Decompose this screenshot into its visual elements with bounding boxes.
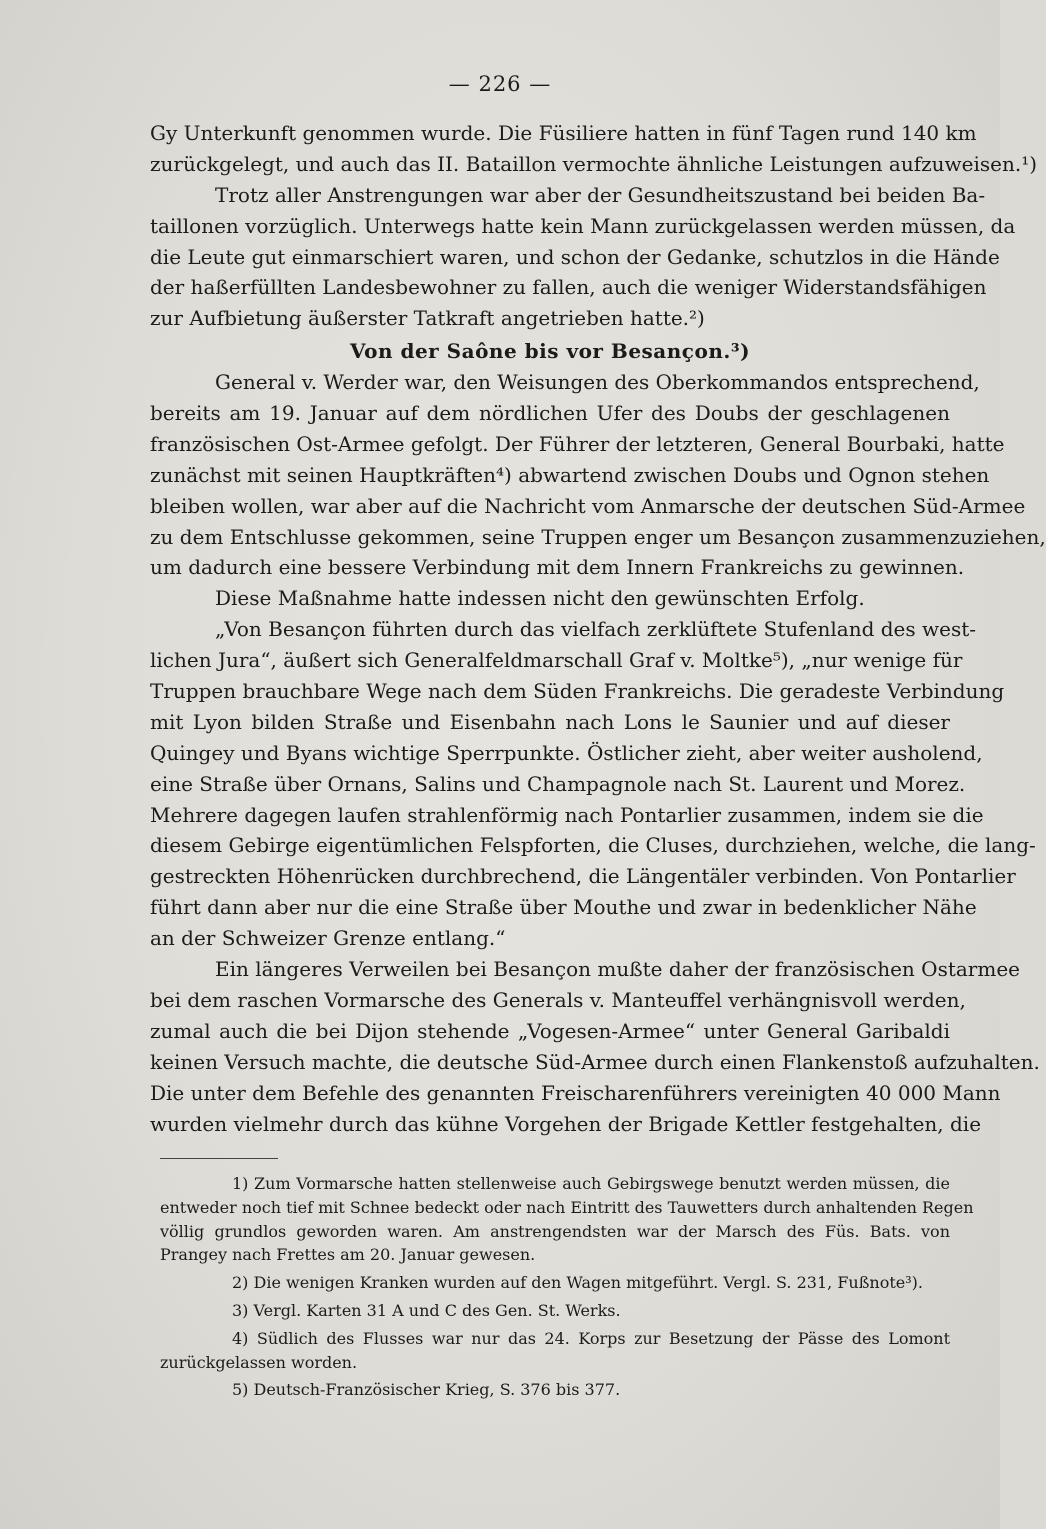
text-line: lichen Jura“, äußert sich Generalfeldmarschall Graf v. Moltke⁵), „nur wenige für (150, 648, 963, 673)
footnote-line: 5) Deutsch-Französischer Krieg, S. 376 bis 377. (232, 1380, 621, 1400)
text-line: Diese Maßnahme hatte indessen nicht den gewünschten Erfolg. (215, 586, 865, 611)
footnote-line: Prangey nach Frettes am 20. Januar gewesen. (160, 1245, 536, 1265)
text-line: wurden vielmehr durch das kühne Vorgehen der Brigade Kettler festgehalten, die (150, 1111, 982, 1136)
page-number: — 226 — (448, 72, 552, 96)
text-line: taillonen vorzüglich. Unterwegs hatte kein Mann zurückgelassen werden müssen, da (150, 213, 1016, 238)
text-line: Trotz aller Anstrengungen war aber der Gesundheitszustand bei beiden Ba- (215, 182, 986, 207)
text-line: bleiben wollen, war aber auf die Nachricht vom Anmarsche der deutschen Süd-Armee (150, 493, 1026, 518)
text-line: bei dem raschen Vormarsche des Generals v. Manteuffel verhängnisvoll werden, (150, 987, 966, 1012)
text-line: mit Lyon bilden Straße und Eisenbahn nach Lons le Saunier und auf dieser (150, 709, 950, 734)
text-line: eine Straße über Ornans, Salins und Champagnole nach St. Laurent und Morez. (150, 771, 966, 796)
text-line: keinen Versuch machte, die deutsche Süd-Armee durch einen Flankenstoß aufzuhalten. (150, 1049, 1040, 1074)
footnote-line: zurückgelassen worden. (160, 1352, 358, 1372)
text-line: der haßerfüllten Landesbewohner zu fallen, auch die weniger Widerstandsfähigen (150, 275, 987, 300)
text-line: Quingey und Byans wichtige Sperrpunkte. Östlicher zieht, aber weiter ausholend, (150, 740, 983, 765)
text-line: führt dann aber nur die eine Straße über Mouthe und zwar in bedenklicher Nähe (150, 895, 977, 920)
text-line: Gy Unterkunft genommen wurde. Die Füsiliere hatten in fünf Tagen rund 140 km (150, 121, 977, 145)
text-line: zurückgelegt, und auch das II. Bataillon vermochte ähnliche Leistungen aufzuweisen.¹) (150, 151, 1038, 176)
text-line: bereits am 19. Januar auf dem nördlichen Ufer des Doubs der geschlagenen (150, 401, 950, 426)
text-line: Truppen brauchbare Wege nach dem Süden Frankreichs. Die geradeste Verbindung (150, 679, 1005, 704)
text-line: an der Schweizer Grenze entlang.“ (150, 926, 506, 951)
text-line: General v. Werder war, den Weisungen des Oberkommandos entsprechend, (215, 370, 980, 395)
text-line: diesem Gebirge eigentümlichen Felspforten, die Cluses, durchziehen, welche, die lang- (150, 833, 1036, 858)
text-line: Die unter dem Befehle des genannten Freischarenführers vereinigten 40 000 Mann (150, 1080, 1001, 1105)
footnote-line: 3) Vergl. Karten 31 A und C des Gen. St. Werks. (232, 1300, 621, 1320)
footnote-line: völlig grundlos geworden waren. Am anstrengendsten war der Marsch des Füs. Bats. von (160, 1221, 950, 1241)
footnote-divider (160, 1158, 278, 1159)
footnote-line: entweder noch tief mit Schnee bedeckt oder nach Eintritt des Tauwetters durch anhaltenden Regen (160, 1197, 974, 1217)
main-text (150, 118, 1046, 1139)
text-line: französischen Ost-Armee gefolgt. Der Führer der letzteren, General Bourbaki, hatte (150, 431, 1005, 456)
text-line: Ein längeres Verweilen bei Besançon mußte daher der französischen Ostarmee (215, 957, 1020, 982)
text-line: zumal auch die bei Dijon stehende „Vogesen-Armee“ unter General Garibaldi (150, 1018, 950, 1043)
footnote-line: 1) Zum Vormarsche hatten stellenweise auch Gebirgswege benutzt werden müssen, die (232, 1174, 950, 1193)
text-line: „Von Besançon führten durch das vielfach zerklüftete Stufenland des west- (215, 617, 977, 642)
text-line: die Leute gut einmarschiert waren, und schon der Gedanke, schutzlos in die Hände (150, 244, 1000, 269)
text-line: Mehrere dagegen laufen strahlenförmig nach Pontarlier zusammen, indem sie die (150, 802, 984, 827)
text-line: zu dem Entschlusse gekommen, seine Truppen enger um Besançon zusammenzuziehen, (150, 524, 1046, 549)
text-line: um dadurch eine bessere Verbindung mit dem Innern Frankreichs zu gewinnen. (150, 555, 965, 580)
footnote-line: 4) Südlich des Flusses war nur das 24. Korps zur Besetzung der Pässe des Lomont (232, 1328, 950, 1348)
footnotes (160, 1172, 974, 1402)
text-line: zunächst mit seinen Hauptkräften⁴) abwartend zwischen Doubs und Ognon stehen (150, 462, 990, 487)
text-line: gestreckten Höhenrücken durchbrechend, die Längentäler verbinden. Von Pontarlier (150, 864, 1016, 889)
footnote-line: 2) Die wenigen Kranken wurden auf den Wagen mitgeführt. Vergl. S. 231, Fußnote³). (232, 1273, 923, 1293)
section-heading: Von der Saône bis vor Besançon.³) (349, 339, 751, 364)
text-line: zur Aufbietung äußerster Tatkraft angetrieben hatte.²) (150, 306, 705, 331)
